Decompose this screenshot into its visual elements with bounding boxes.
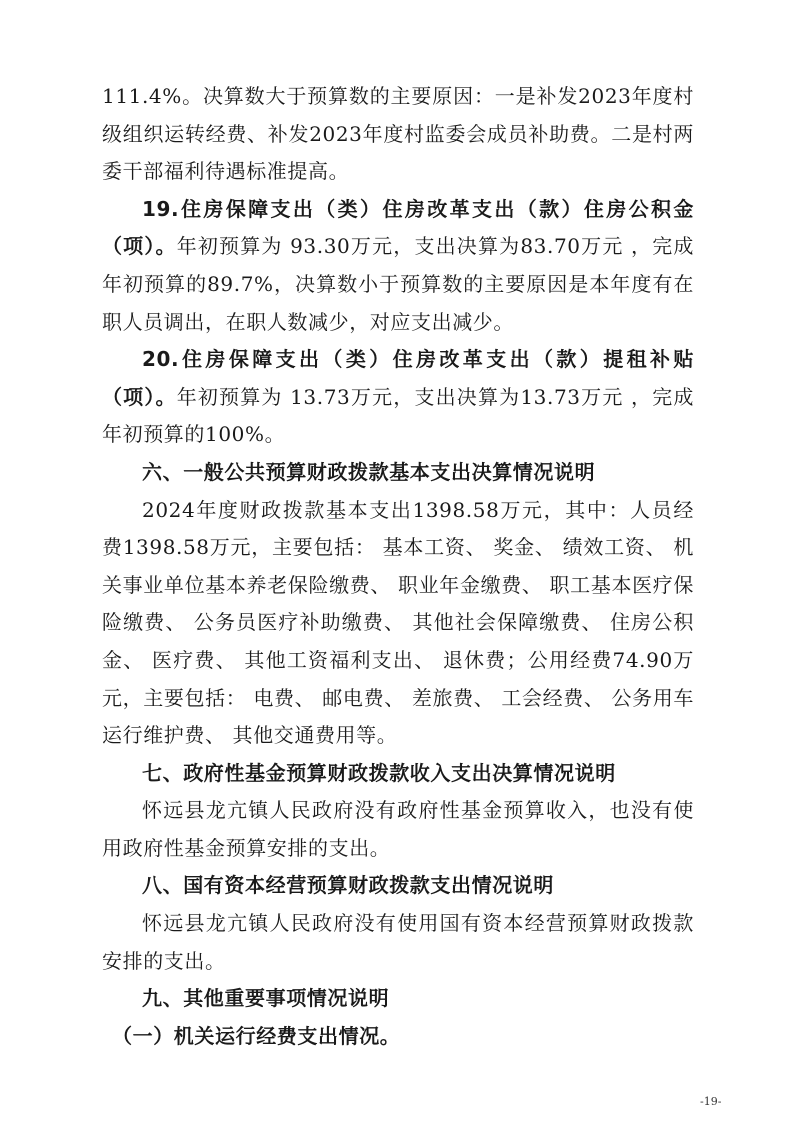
paragraph-continuation: 111.4%。决算数大于预算数的主要原因：一是补发2023年度村级组织运转经费、补发2023年度村监委会成员补助费。二是村两委干部福利待遇标准提高。 <box>102 84 694 184</box>
item-20-title: 20.住房保障支出（类）住房改革支出（款）提租补贴（项）。 <box>102 347 694 409</box>
item-20-body: 年初预算为 13.73万元，支出决算为13.73万元 ，完成年初预算的100%。 <box>102 384 694 447</box>
item-19-body: 年初预算为 93.30万元，支出决算为83.70万元 ，完成年初预算的89.7%，决算数小于预算数的主要原因是本年度有在职人员调出，在职人数减少，对应支出减少。 <box>102 234 694 334</box>
section-6-body: 2024年度财政拨款基本支出1398.58万元，其中：人员经费1398.58万元，主要包括： 基本工资、 奖金、 绩效工资、 机关事业单位基本养老保险缴费、 职业年金缴费、 职工基本医疗保险缴费、 公务员医疗补助缴费、 其他社会保障缴费、 住房公积金、 医疗费、 其他工资福利支出、 退休费；公用经费74.90万元，主要包括： 电费、 邮电费、 差旅费、 工会经费、 公务用车运行维护费、 其他交通费用等。 <box>102 497 694 748</box>
section-8-body: 怀远县龙亢镇人民政府没有使用国有资本经营预算财政拨款安排的支出。 <box>102 911 694 973</box>
item-20-paragraph <box>102 341 694 454</box>
section-7-heading: 七、政府性基金预算财政拨款收入支出决算情况说明 <box>142 760 616 785</box>
section-7-body: 怀远县龙亢镇人民政府没有政府性基金预算收入，也没有使用政府性基金预算安排的支出。 <box>102 798 694 860</box>
section-9-subheading-1: （一）机关运行经费支出情况。 <box>112 1023 401 1048</box>
section-8-heading: 八、国有资本经营预算财政拨款支出情况说明 <box>142 873 554 898</box>
section-6-heading: 六、一般公共预算财政拨款基本支出决算情况说明 <box>142 459 596 484</box>
item-19-paragraph <box>102 191 694 341</box>
section-9-heading: 九、其他重要事项情况说明 <box>142 986 390 1011</box>
page-number: -19- <box>700 1095 722 1108</box>
item-19-title: 19.住房保障支出（类）住房改革支出（款）住房公积金（项）。 <box>102 196 694 259</box>
body-text <box>102 78 694 1055</box>
